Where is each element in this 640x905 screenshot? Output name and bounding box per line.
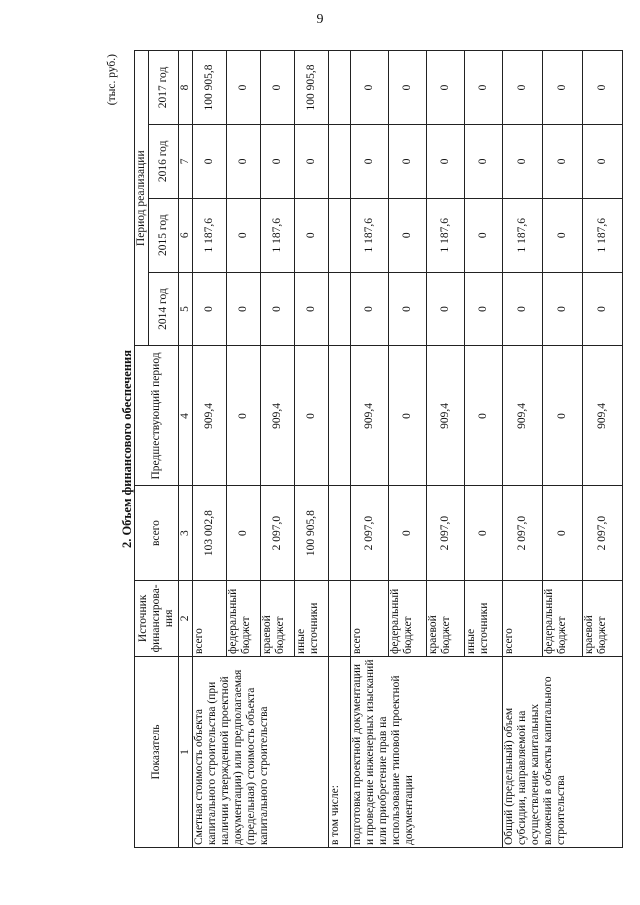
value-cell: 0 bbox=[427, 124, 465, 198]
value-cell: 100 905,8 bbox=[193, 51, 227, 125]
value-cell: 0 bbox=[543, 198, 583, 272]
value-cell: 909,4 bbox=[261, 346, 295, 486]
section-title: 2. Объем финансового обеспечения bbox=[120, 349, 134, 549]
value-cell: 0 bbox=[261, 124, 295, 198]
value-cell: 0 bbox=[227, 124, 261, 198]
header-year: 2016 год bbox=[149, 124, 179, 198]
source-cell: краевой бюджет bbox=[261, 580, 295, 656]
table-row bbox=[193, 51, 227, 848]
source-cell: краевой бюджет bbox=[427, 580, 465, 656]
value-cell: 0 bbox=[227, 346, 261, 486]
value-cell: 0 bbox=[193, 124, 227, 198]
value-cell: 0 bbox=[543, 486, 583, 580]
indicator-cell: Сметная стоимость объекта капитального строительства (при наличии утвержденной проектной документации) или предполагаемая (предельная) стоимость объекта капитального строительства bbox=[193, 657, 329, 848]
value-cell bbox=[329, 124, 351, 198]
value-cell: 100 905,8 bbox=[295, 486, 329, 580]
rotated-table-block bbox=[106, 50, 620, 848]
value-cell: 0 bbox=[295, 198, 329, 272]
value-cell: 1 187,6 bbox=[583, 198, 623, 272]
value-cell: 0 bbox=[465, 486, 503, 580]
index-cell: 7 bbox=[179, 124, 193, 198]
value-cell: 0 bbox=[465, 346, 503, 486]
value-cell: 2 097,0 bbox=[503, 486, 543, 580]
indicator-cell: в том числе: bbox=[329, 657, 351, 848]
table-row bbox=[503, 51, 543, 848]
value-cell: 0 bbox=[389, 272, 427, 346]
source-cell: иные источники bbox=[295, 580, 329, 656]
value-cell: 0 bbox=[465, 198, 503, 272]
header-indicator: Показатель bbox=[135, 657, 179, 848]
value-cell: 909,4 bbox=[351, 346, 389, 486]
value-cell bbox=[329, 198, 351, 272]
value-cell: 909,4 bbox=[193, 346, 227, 486]
value-cell: 0 bbox=[543, 124, 583, 198]
value-cell: 0 bbox=[389, 346, 427, 486]
source-cell: краевой бюджет bbox=[583, 580, 623, 656]
indicator-cell: Общий (предельный) объем субсидии, направляемой на осуществление капитальных вложений в объекты капитального строительства bbox=[503, 657, 623, 848]
value-cell: 100 905,8 bbox=[295, 51, 329, 125]
value-cell: 909,4 bbox=[583, 346, 623, 486]
value-cell: 0 bbox=[389, 486, 427, 580]
value-cell: 0 bbox=[261, 51, 295, 125]
value-cell: 1 187,6 bbox=[351, 198, 389, 272]
value-cell bbox=[329, 486, 351, 580]
value-cell: 0 bbox=[389, 124, 427, 198]
source-cell bbox=[329, 580, 351, 656]
value-cell: 0 bbox=[427, 272, 465, 346]
index-cell: 4 bbox=[179, 346, 193, 486]
value-cell: 2 097,0 bbox=[261, 486, 295, 580]
header-period: Период реализации bbox=[135, 51, 149, 346]
value-cell: 0 bbox=[427, 51, 465, 125]
value-cell bbox=[329, 51, 351, 125]
index-cell: 2 bbox=[179, 580, 193, 656]
value-cell: 0 bbox=[351, 272, 389, 346]
value-cell: 2 097,0 bbox=[427, 486, 465, 580]
value-cell: 0 bbox=[543, 272, 583, 346]
page-number: 9 bbox=[316, 12, 324, 27]
table-row bbox=[351, 51, 389, 848]
value-cell: 2 097,0 bbox=[583, 486, 623, 580]
header-previous-period: Предшествующий период bbox=[135, 346, 179, 486]
value-cell: 0 bbox=[543, 346, 583, 486]
value-cell: 909,4 bbox=[503, 346, 543, 486]
index-cell: 3 bbox=[179, 486, 193, 580]
value-cell: 0 bbox=[351, 51, 389, 125]
value-cell: 0 bbox=[227, 486, 261, 580]
value-cell: 0 bbox=[295, 272, 329, 346]
value-cell: 0 bbox=[503, 124, 543, 198]
value-cell: 0 bbox=[227, 198, 261, 272]
indicator-cell: подготовка проектной документации и проведение инженерных изысканий или приобретение прав на использование типовой проектной документации bbox=[351, 657, 503, 848]
source-cell: всего bbox=[503, 580, 543, 656]
index-cell: 1 bbox=[179, 657, 193, 848]
value-cell: 0 bbox=[227, 272, 261, 346]
value-cell: 0 bbox=[295, 124, 329, 198]
value-cell: 909,4 bbox=[427, 346, 465, 486]
value-cell: 1 187,6 bbox=[261, 198, 295, 272]
value-cell: 0 bbox=[503, 272, 543, 346]
value-cell: 0 bbox=[227, 51, 261, 125]
value-cell: 1 187,6 bbox=[503, 198, 543, 272]
value-cell: 0 bbox=[543, 51, 583, 125]
source-cell: федеральный бюджет bbox=[543, 580, 583, 656]
table-body bbox=[179, 51, 623, 848]
header-year: 2015 год bbox=[149, 198, 179, 272]
table-row bbox=[329, 51, 351, 848]
value-cell: 1 187,6 bbox=[193, 198, 227, 272]
index-cell: 5 bbox=[179, 272, 193, 346]
value-cell: 0 bbox=[193, 272, 227, 346]
value-cell: 0 bbox=[261, 272, 295, 346]
value-cell bbox=[329, 346, 351, 486]
value-cell: 0 bbox=[465, 124, 503, 198]
value-cell: 0 bbox=[389, 51, 427, 125]
header-vsego: всего bbox=[135, 486, 179, 580]
value-cell: 103 002,8 bbox=[193, 486, 227, 580]
value-cell: 0 bbox=[583, 124, 623, 198]
value-cell: 1 187,6 bbox=[427, 198, 465, 272]
value-cell: 0 bbox=[351, 124, 389, 198]
source-cell: всего bbox=[193, 580, 227, 656]
source-cell: федеральный бюджет bbox=[227, 580, 261, 656]
source-cell: всего bbox=[351, 580, 389, 656]
financing-table bbox=[134, 50, 623, 848]
value-cell: 0 bbox=[465, 272, 503, 346]
value-cell: 0 bbox=[503, 51, 543, 125]
value-cell: 0 bbox=[583, 51, 623, 125]
value-cell: 0 bbox=[295, 346, 329, 486]
source-cell: федеральный бюджет bbox=[389, 580, 427, 656]
header-year: 2014 год bbox=[149, 272, 179, 346]
value-cell: 0 bbox=[389, 198, 427, 272]
value-cell: 0 bbox=[583, 272, 623, 346]
source-cell: иные источники bbox=[465, 580, 503, 656]
index-cell: 6 bbox=[179, 198, 193, 272]
index-cell: 8 bbox=[179, 51, 193, 125]
unit-label: (тыс. руб.) bbox=[106, 54, 118, 106]
value-cell: 2 097,0 bbox=[351, 486, 389, 580]
index-row bbox=[179, 51, 193, 848]
value-cell bbox=[329, 272, 351, 346]
value-cell: 0 bbox=[465, 51, 503, 125]
header-source: Источник финансирова-ния bbox=[135, 580, 179, 656]
header-year: 2017 год bbox=[149, 51, 179, 125]
